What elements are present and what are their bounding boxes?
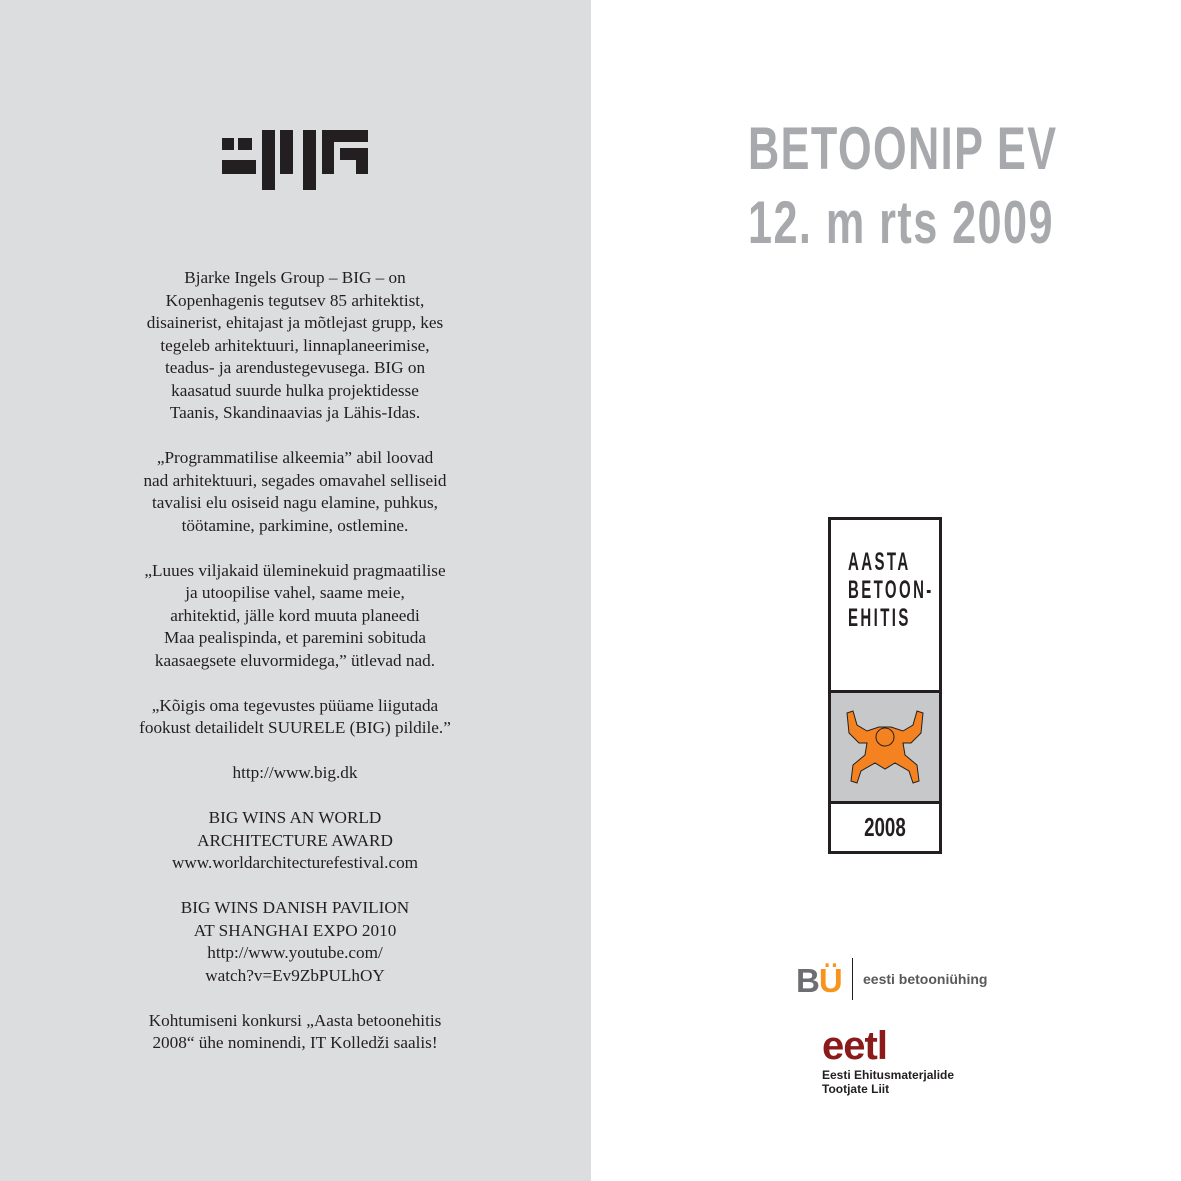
award-note: BIG WINS AN WORLD ARCHITECTURE AWARD www.worldarchitecturefestival.com: [171, 808, 419, 872]
award-year: [831, 804, 939, 851]
dancing-figure-icon: [831, 693, 939, 801]
focus-quote: „Kõigis oma tegevustes püüame liigutada fookust detailidelt SUURELE (BIG) pildile.”: [139, 695, 451, 737]
eetl-mark: eetl: [822, 1024, 887, 1068]
event-date: 12. m rts 2009: [748, 189, 1054, 256]
bu-divider: [852, 958, 853, 1000]
bu-mark-b: B: [796, 962, 819, 999]
big-website: http://www.big.dk: [232, 763, 358, 782]
award-figure-box: [831, 693, 939, 804]
award-year-text: 2008: [864, 812, 906, 842]
big-logo: [222, 130, 368, 190]
pavilion-note: BIG WINS DANISH PAVILION AT SHANGHAI EXPO 2010 http://www.youtube.com/ watch?v=Ev9ZbPULhOY: [180, 898, 410, 985]
award-title-box: [831, 520, 939, 693]
bu-mark: [796, 964, 842, 997]
betooniuhing-logo: [796, 958, 996, 998]
eetl-logo: [822, 1024, 955, 1096]
alchemy-paragraph: „Programmatilise alkeemia” abil loovad nad arhitektuuri, segades omavahel selliseid tavalisi elu osiseid nagu elamine, puhkus, töötamine, parkimine, ostlemine.: [143, 448, 447, 535]
eetl-subtitle: Eesti Ehitusmaterjalide Tootjate Liit: [822, 1068, 955, 1096]
bu-mark-u: Ü: [818, 962, 842, 999]
intro-paragraph: Bjarke Ingels Group – BIG – on Kopenhagenis tegutsev 85 arhitektist, disainerist, ehitajast ja mõtlejast grupp, kes tegeleb arhitektuuri, linnaplaneerimise, teadus- ja arendustegevusega. BIG on kaasatud suurde hulka projektidesse Taanis, Skandinaavias ja Lähis-Idas.: [146, 268, 444, 422]
quote-paragraph: „Luues viljakaid üleminekuid pragmaatilise ja utoopilise vahel, saame meie, arhitektid, jälle kord muuta planeedi Maa pealispinda, et paremini sobituda kaasaegsete eluvormidega,” ütlevad nad.: [144, 560, 446, 670]
text-column: [110, 267, 480, 1077]
bu-text: eesti betooniühing: [863, 971, 988, 987]
award-badge: [828, 517, 942, 854]
event-title: [748, 112, 1058, 260]
award-title: AASTA BETOON- EHITIS: [848, 548, 934, 632]
closing-note: Kohtumiseni konkursi „Aasta betoonehitis 2008“ ühe nominendi, IT Kolledži saalis!: [148, 1010, 442, 1052]
event-title-line1: BETOONIP EV: [748, 115, 1058, 182]
